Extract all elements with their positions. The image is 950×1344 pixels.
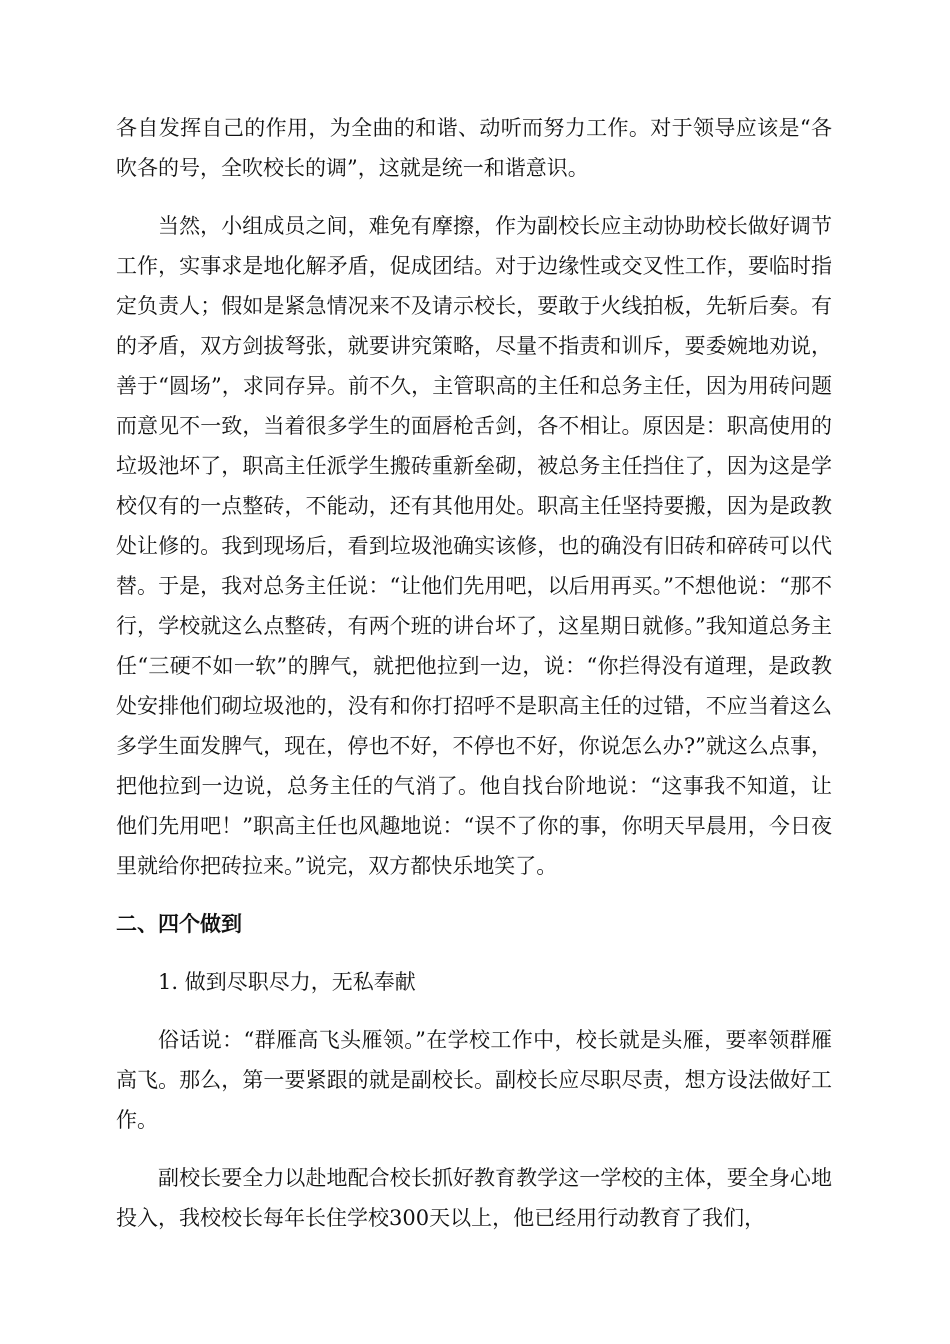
section-heading: 二、四个做到 [116, 912, 242, 936]
paragraph-2: 当然，小组成员之间，难免有摩擦，作为副校长应主动协助校长做好调节工作，实事求是地化解矛盾，促成团结。对于边缘性或交叉性工作，要临时指定负责人；假如是紧急情况来不及请示校长，要敢于火线拍板，先斩后奏。有的矛盾，双方剑拔弩张，就要讲究策略，尽量不指责和训斥，要委婉地劝说，善于“圆场”，求同存异。前不久，主管职高的主任和总务主任，因为用砖问题而意见不一致，当着很多学生的面唇枪舌剑，各不相让。原因是：职高使用的垃圾池坏了，职高主任派学生搬砖重新垒砌，被总务主任挡住了，因为这是学校仅有的一点整砖，不能动，还有其他用处。职高主任坚持要搬，因为是政教处让修的。我到现场后，看到垃圾池确实该修，也的确没有旧砖和碎砖可以代替。于是，我对总务主任说：“让他们先用吧，以后用再买。”不想他说：“那不行，学校就这么点整砖，有两个班的讲台坏了，这星期日就修。”我知道总务主任“三硬不如一软”的脾气，就把他拉到一边，说：“你拦得没有道理，是政教处安排他们砌垃圾池的，没有和你打招呼不是职高主任的过错，不应当着这么多学生面发脾气，现在，停也不好，不停也不好，你说怎么办?”就这么点事，把他拉到一边说，总务主任的气消了。他自找台阶地说：“这事我不知道，让他们先用吧！”职高主任也风趣地说：“误不了你的事，你明天早晨用，今日夜里就给你把砖拉来。”说完，双方都快乐地笑了。 [116, 214, 832, 878]
document-page [116, 108, 832, 1256]
subsection-heading: 1. 做到尽职尽力，无私奉献 [158, 970, 416, 994]
paragraph-3: 俗话说：“群雁高飞头雁领。”在学校工作中，校长就是头雁，要率领群雁高飞。那么，第一要紧跟的就是副校长。副校长应尽职尽责，想方设法做好工作。 [116, 1028, 832, 1132]
paragraph-4: 副校长要全力以赴地配合校长抓好教育教学这一学校的主体，要全身心地投入，我校校长每年长住学校300天以上，他已经用行动教育了我们， [116, 1166, 832, 1230]
paragraph-1: 各自发挥自己的作用，为全曲的和谐、动听而努力工作。对于领导应该是“各吹各的号，全吹校长的调”，这就是统一和谐意识。 [116, 116, 832, 180]
